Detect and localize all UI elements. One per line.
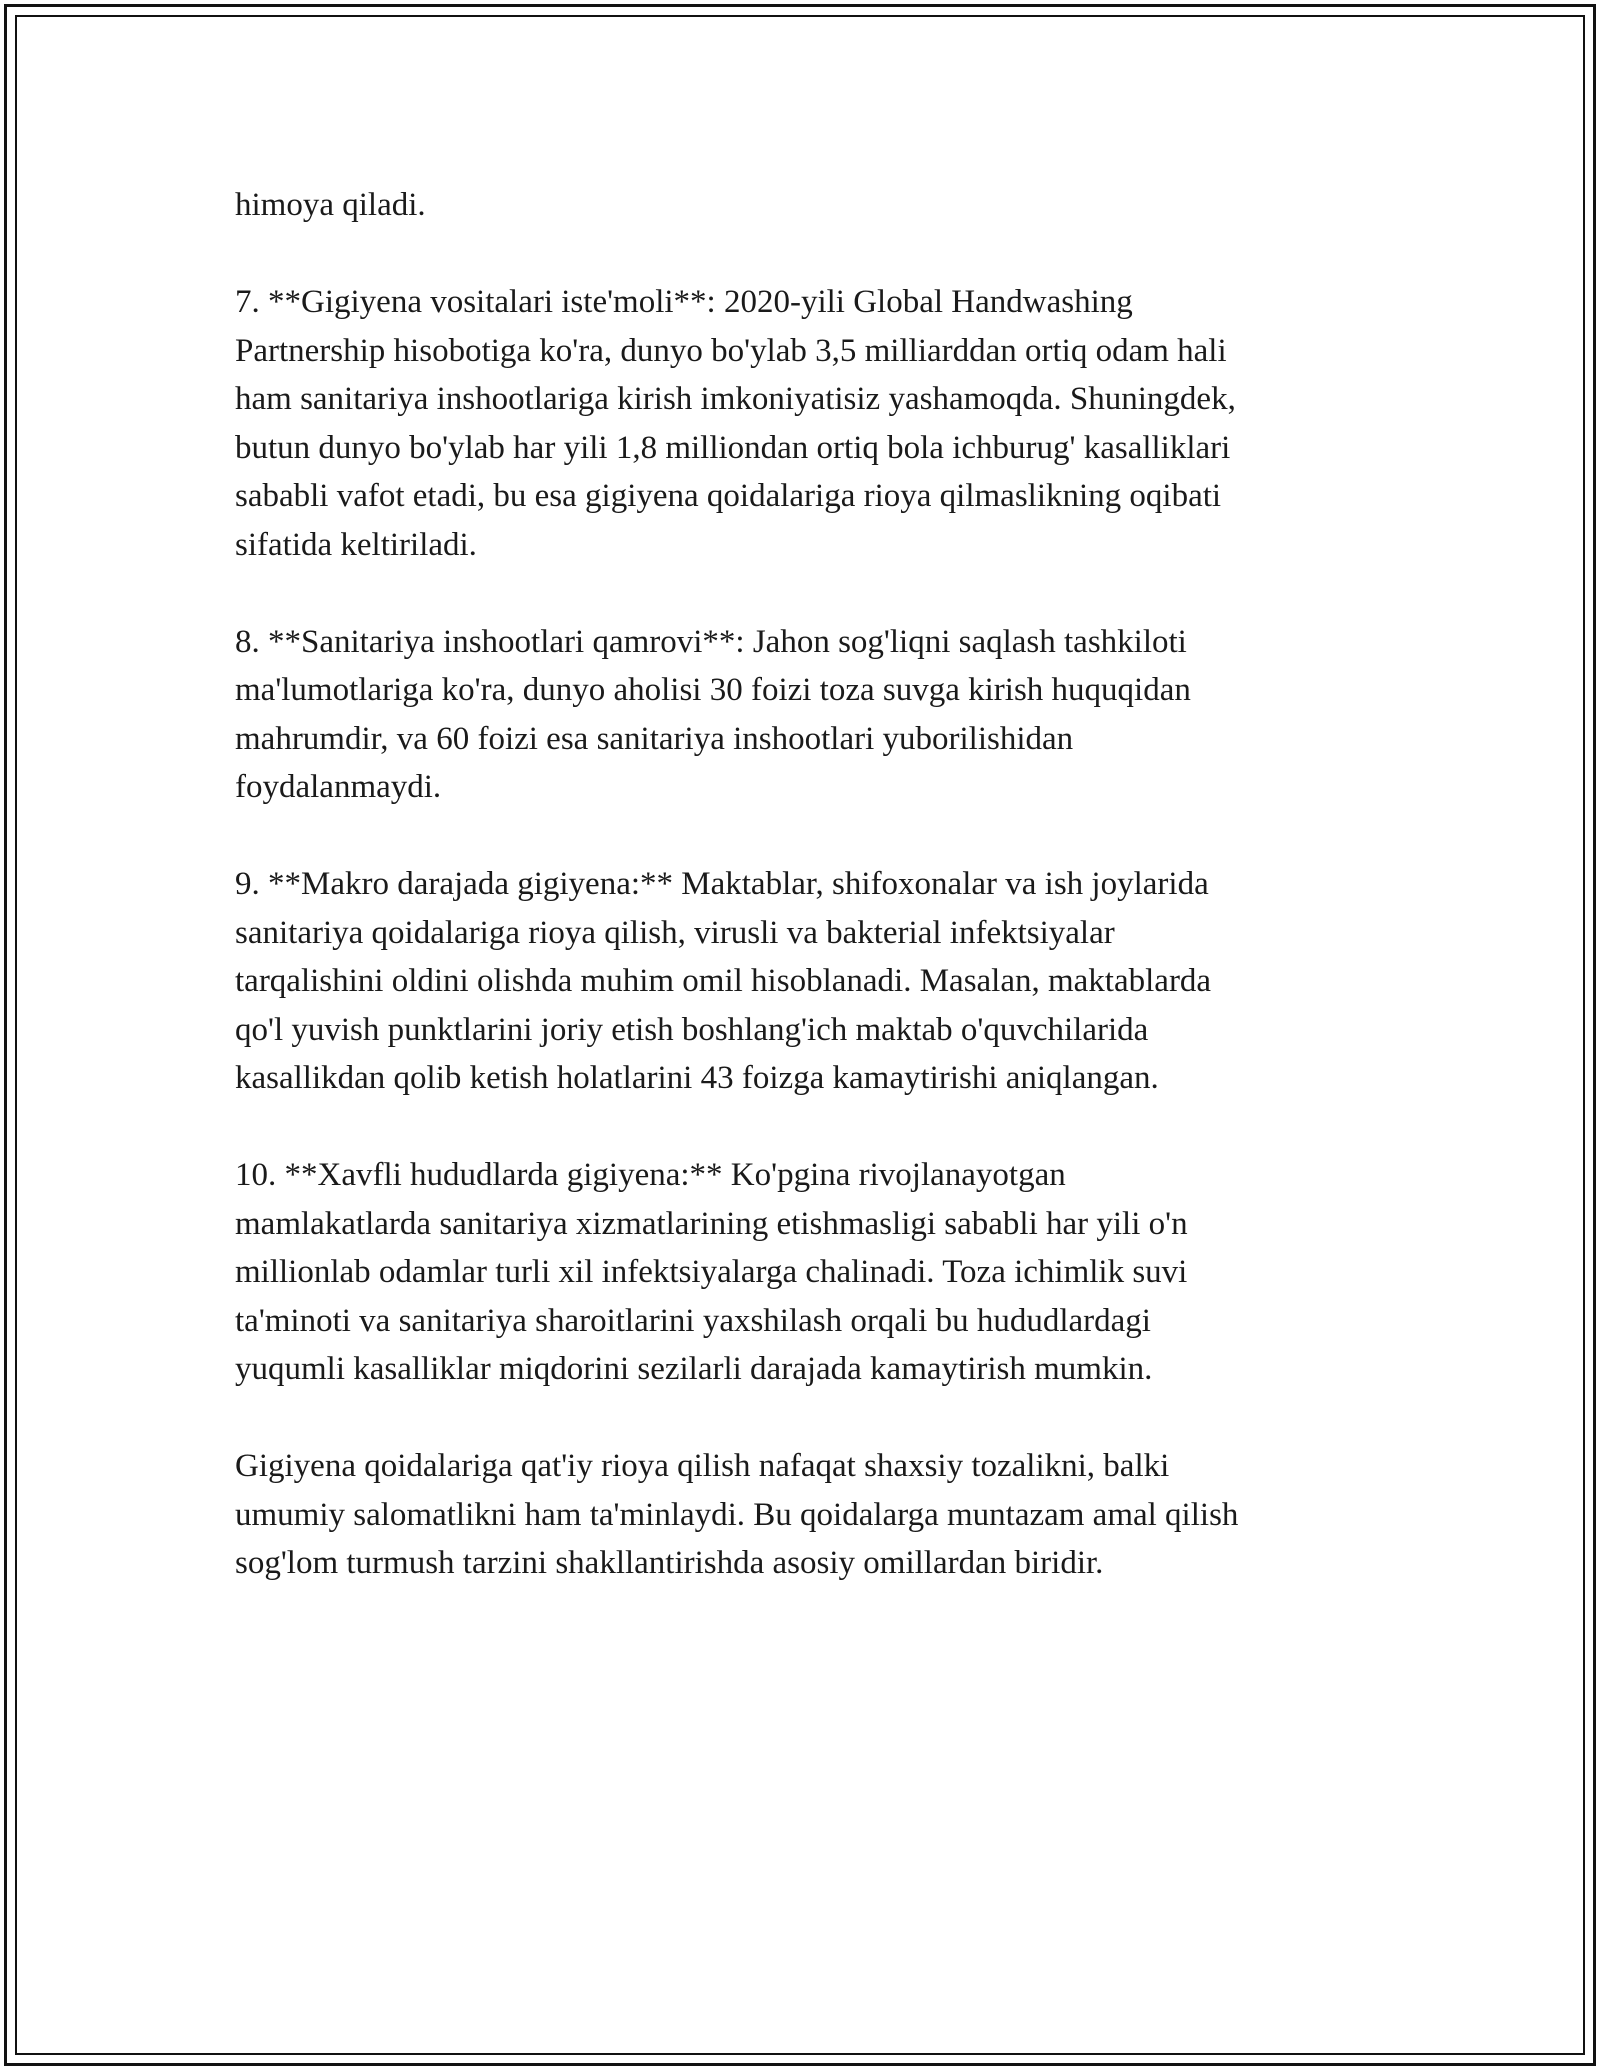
paragraph-item-7: 7. **Gigiyena vositalari iste'moli**: 2020-yili Global Handwashing Partnership hisobotiga ko'ra, dunyo bo'ylab 3,5 milliarddan ortiq odam hali ham sanitariya inshootlariga kirish imkoniyatisiz yashamoqda. Shuningdek, butun dunyo bo'ylab har yili 1,8 milliondan ortiq bola ichburug' kasalliklari sababli vafot etadi, bu esa gigiyena qoidalariga rioya qilmaslikning oqibati sifatida keltiriladi.: [235, 284, 1236, 563]
paragraph-continuation: himoya qiladi.: [235, 187, 426, 223]
paragraph-item-10: 10. **Xavfli hududlarda gigiyena:** Ko'pgina rivojlanayotgan mamlakatlarda sanitariya xizmatlarining etishmasligi sababli har yili o'n millionlab odamlar turli xil infektsiyalarga chalinadi. Toza ichimlik suvi ta'minoti va sanitariya sharoitlarini yaxshilash orqali bu hududlardagi yuqumli kasalliklar miqdorini sezilarli darajada kamaytirish mumkin.: [235, 1157, 1188, 1387]
paragraph-item-9: 9. **Makro darajada gigiyena:** Maktablar, shifoxonalar va ish joylarida sanitariya qoidalariga rioya qilish, virusli va bakterial infektsiyalar tarqalishini oldini olishda muhim omil hisoblanadi. Masalan, maktablarda qo'l yuvish punktlarini joriy etish boshlang'ich maktab o'quvchilarida kasallikdan qolib ketish holatlarini 43 foizga kamaytirishi aniqlangan.: [235, 866, 1212, 1096]
paragraph-conclusion: Gigiyena qoidalariga qat'iy rioya qilish nafaqat shaxsiy tozalikni, balki umumiy salomatlikni ham ta'minlaydi. Bu qoidalarga muntazam amal qilish sog'lom turmush tarzini shakllantirishda asosiy omillardan biridir.: [235, 1448, 1239, 1581]
document-body: [235, 181, 1365, 1588]
paragraph-item-8: 8. **Sanitariya inshootlari qamrovi**: Jahon sog'liqni saqlash tashkiloti ma'lumotlariga ko'ra, dunyo aholisi 30 foizi toza suvga kirish huquqidan mahrumdir, va 60 foizi esa sanitariya inshootlari yuborilishidan foydalanmaydi.: [235, 623, 1191, 805]
